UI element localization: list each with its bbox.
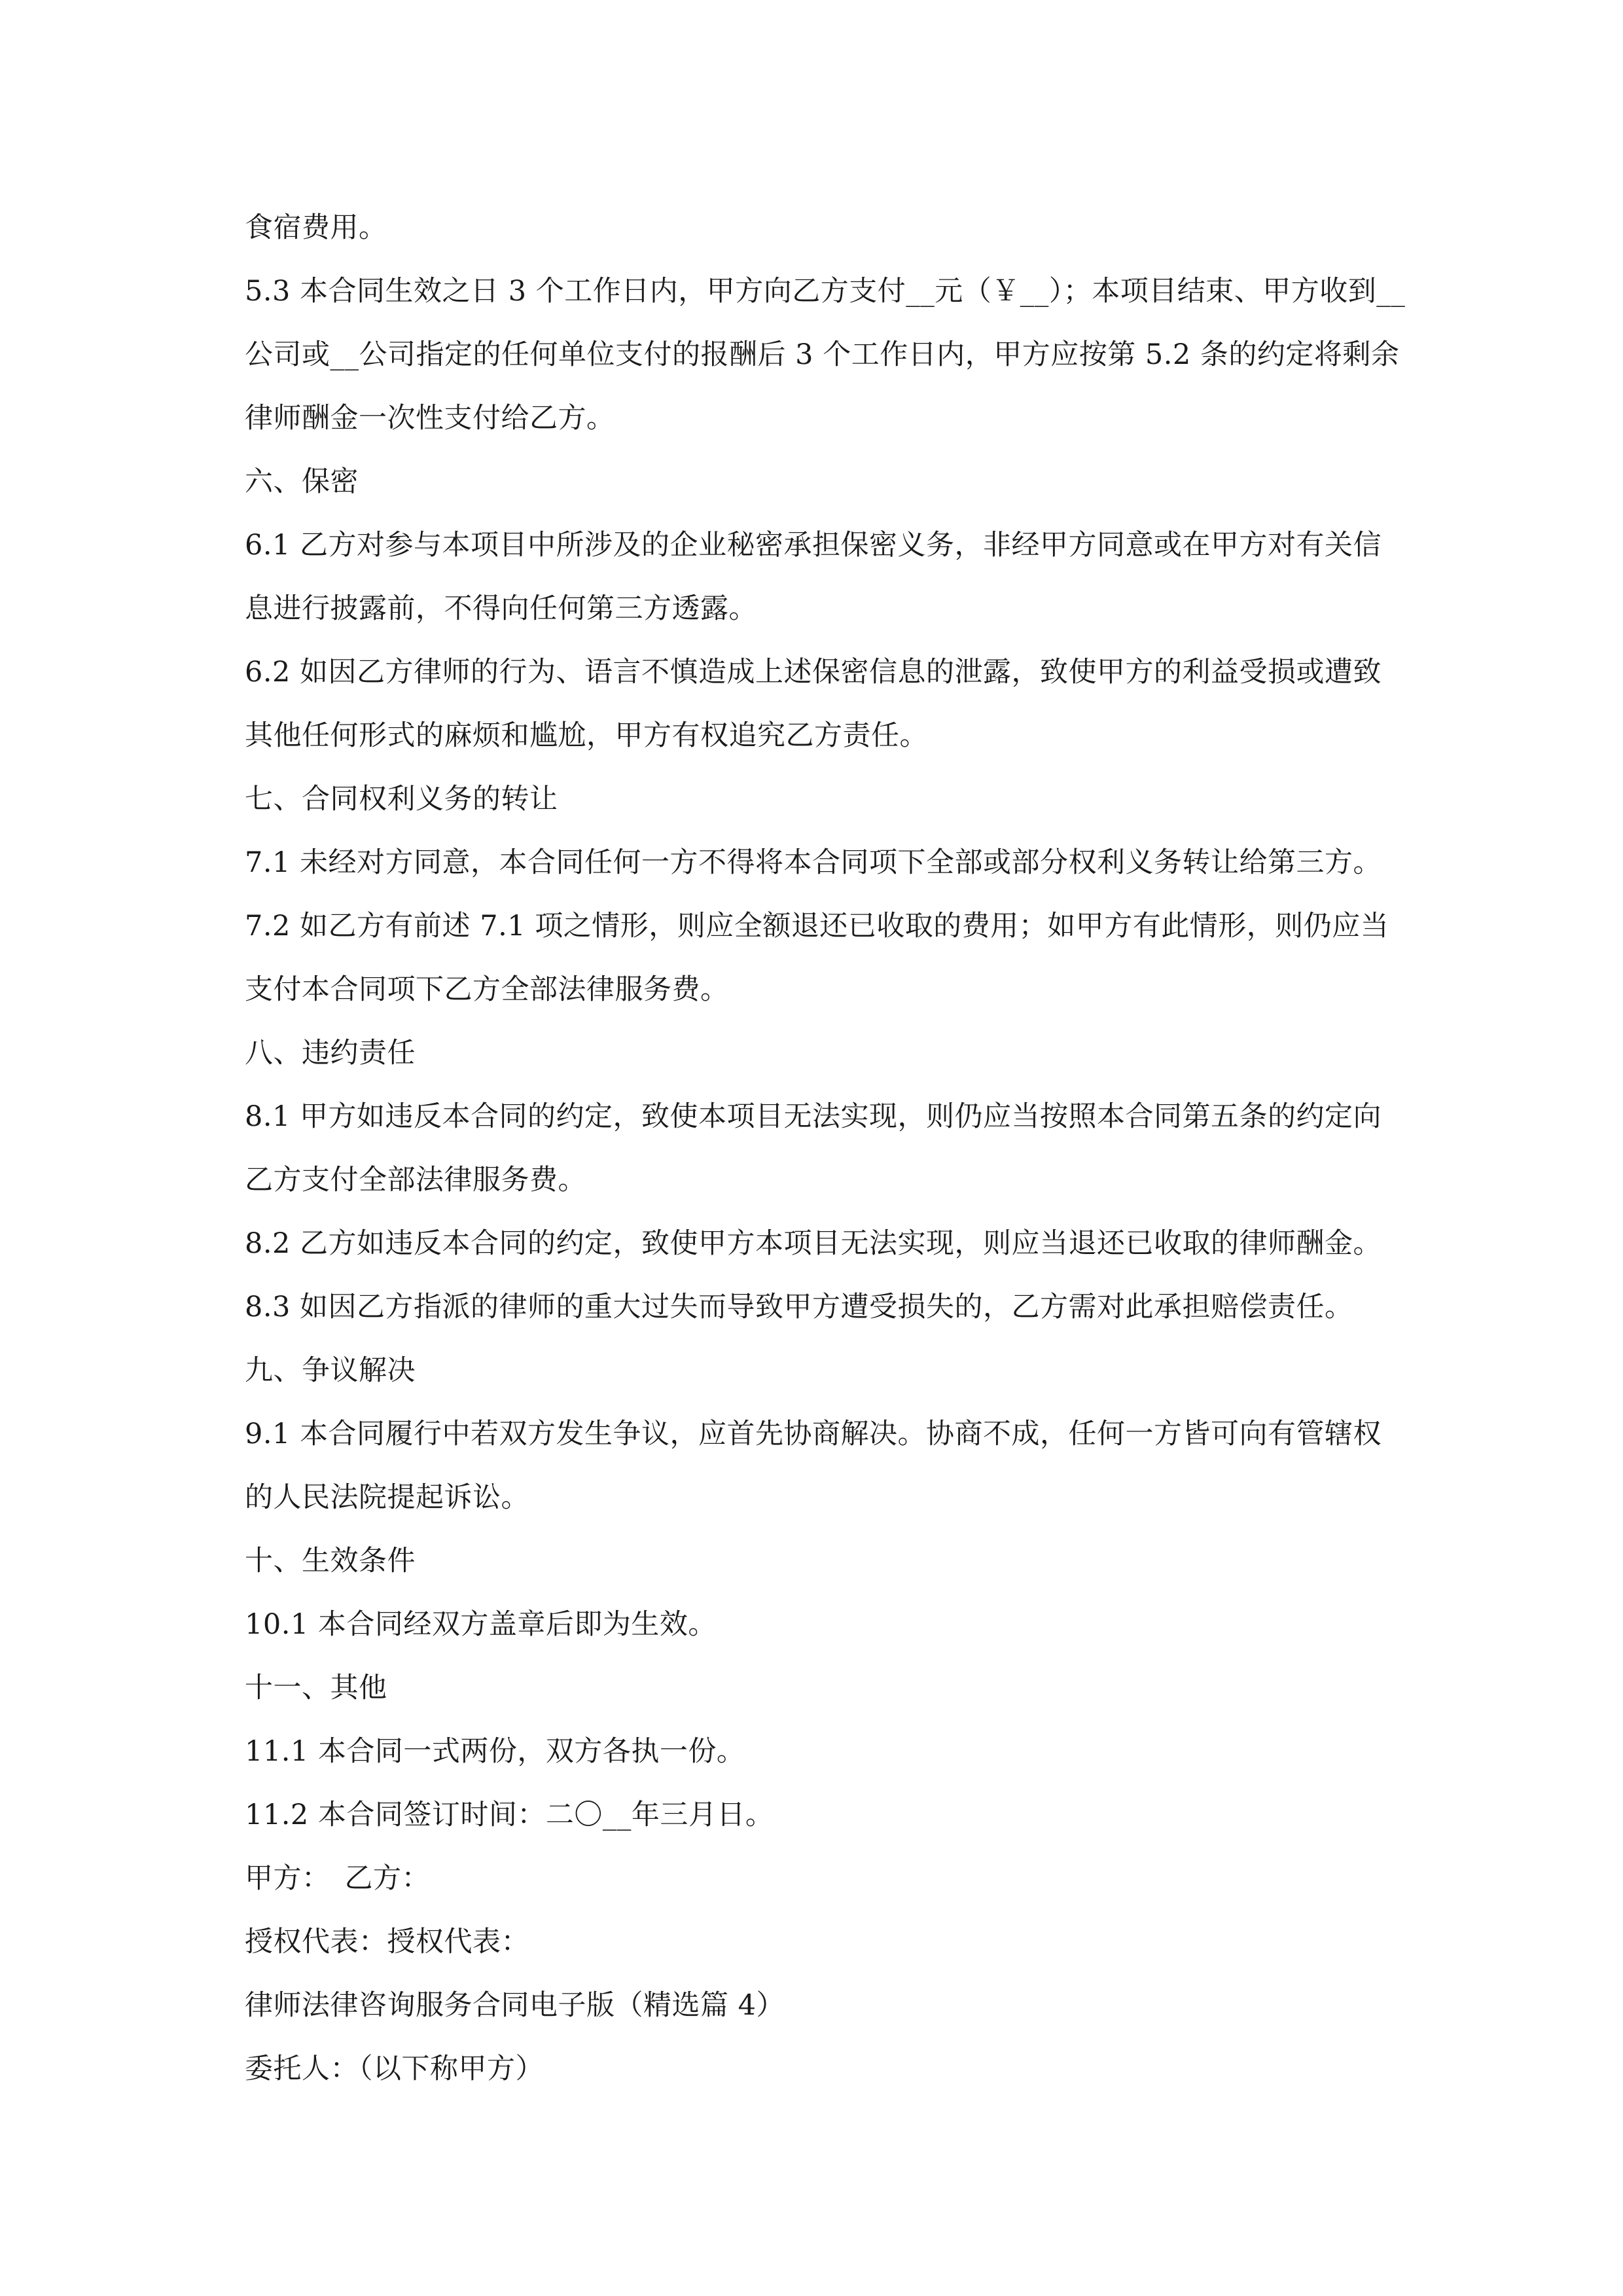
clause-10-1: 10.1 本合同经双方盖章后即为生效。 <box>245 1608 717 1641</box>
clause-8-2: 8.2 乙方如违反本合同的约定，致使甲方本项目无法实现，则应当退还已收取的律师酬金。 <box>245 1227 1382 1260</box>
clause-7-1: 7.1 未经对方同意，本合同任何一方不得将本合同项下全部或部分权利义务转让给第三方。 <box>245 846 1382 879</box>
clause-5-3-line-2: 公司或__公司指定的任何单位支付的报酬后 3 个工作日内，甲方应按第 5.2 条的约定将剩余 <box>245 338 1400 371</box>
paragraph-continuation: 食宿费用。 <box>245 211 387 244</box>
section-heading-effect: 十、生效条件 <box>245 1545 416 1577</box>
clause-6-2-line-2: 其他任何形式的麻烦和尴尬，甲方有权追究乙方责任。 <box>245 719 928 752</box>
clause-8-1-line-2: 乙方支付全部法律服务费。 <box>245 1164 586 1196</box>
section-heading-liability: 八、违约责任 <box>245 1037 416 1069</box>
section-heading-dispute: 九、争议解决 <box>245 1354 416 1387</box>
clause-6-2-line-1: 6.2 如因乙方律师的行为、语言不慎造成上述保密信息的泄露，致使甲方的利益受损或遭致 <box>245 656 1382 689</box>
clause-11-2: 11.2 本合同签订时间：二〇__年三月日。 <box>245 1799 774 1831</box>
signature-parties: 甲方： 乙方： <box>245 1862 430 1895</box>
section-heading-other: 十一、其他 <box>245 1672 387 1704</box>
clause-5-3-line-3: 律师酬金一次性支付给乙方。 <box>245 402 615 435</box>
next-contract-title: 律师法律咨询服务合同电子版（精选篇 4） <box>245 1989 785 2022</box>
clause-9-1-line-2: 的人民法院提起诉讼。 <box>245 1481 529 1514</box>
section-heading-confidentiality: 六、保密 <box>245 465 359 498</box>
clause-8-3: 8.3 如因乙方指派的律师的重大过失而导致甲方遭受损失的，乙方需对此承担赔偿责任。 <box>245 1291 1353 1323</box>
clause-7-2-line-1: 7.2 如乙方有前述 7.1 项之情形，则应全额退还已收取的费用；如甲方有此情形，则仍应当 <box>245 910 1389 942</box>
document-body <box>245 196 1406 2101</box>
signature-representatives: 授权代表：授权代表： <box>245 1926 529 1958</box>
clause-6-1-line-1: 6.1 乙方对参与本项目中所涉及的企业秘密承担保密义务，非经甲方同意或在甲方对有关信 <box>245 529 1382 562</box>
clause-9-1-line-1: 9.1 本合同履行中若双方发生争议，应首先协商解决。协商不成，任何一方皆可向有管辖权 <box>245 1418 1382 1450</box>
clause-8-1-line-1: 8.1 甲方如违反本合同的约定，致使本项目无法实现，则仍应当按照本合同第五条的约定向 <box>245 1100 1382 1133</box>
clause-6-1-line-2: 息进行披露前，不得向任何第三方透露。 <box>245 592 757 625</box>
section-heading-transfer: 七、合同权利义务的转让 <box>245 783 558 816</box>
client-line: 委托人：（以下称甲方） <box>245 2053 544 2085</box>
clause-11-1: 11.1 本合同一式两份，双方各执一份。 <box>245 1735 745 1768</box>
clause-7-2-line-2: 支付本合同项下乙方全部法律服务费。 <box>245 973 729 1006</box>
clause-5-3-line-1: 5.3 本合同生效之日 3 个工作日内，甲方向乙方支付__元（￥__）；本项目结束、甲方收到__ <box>245 275 1406 308</box>
